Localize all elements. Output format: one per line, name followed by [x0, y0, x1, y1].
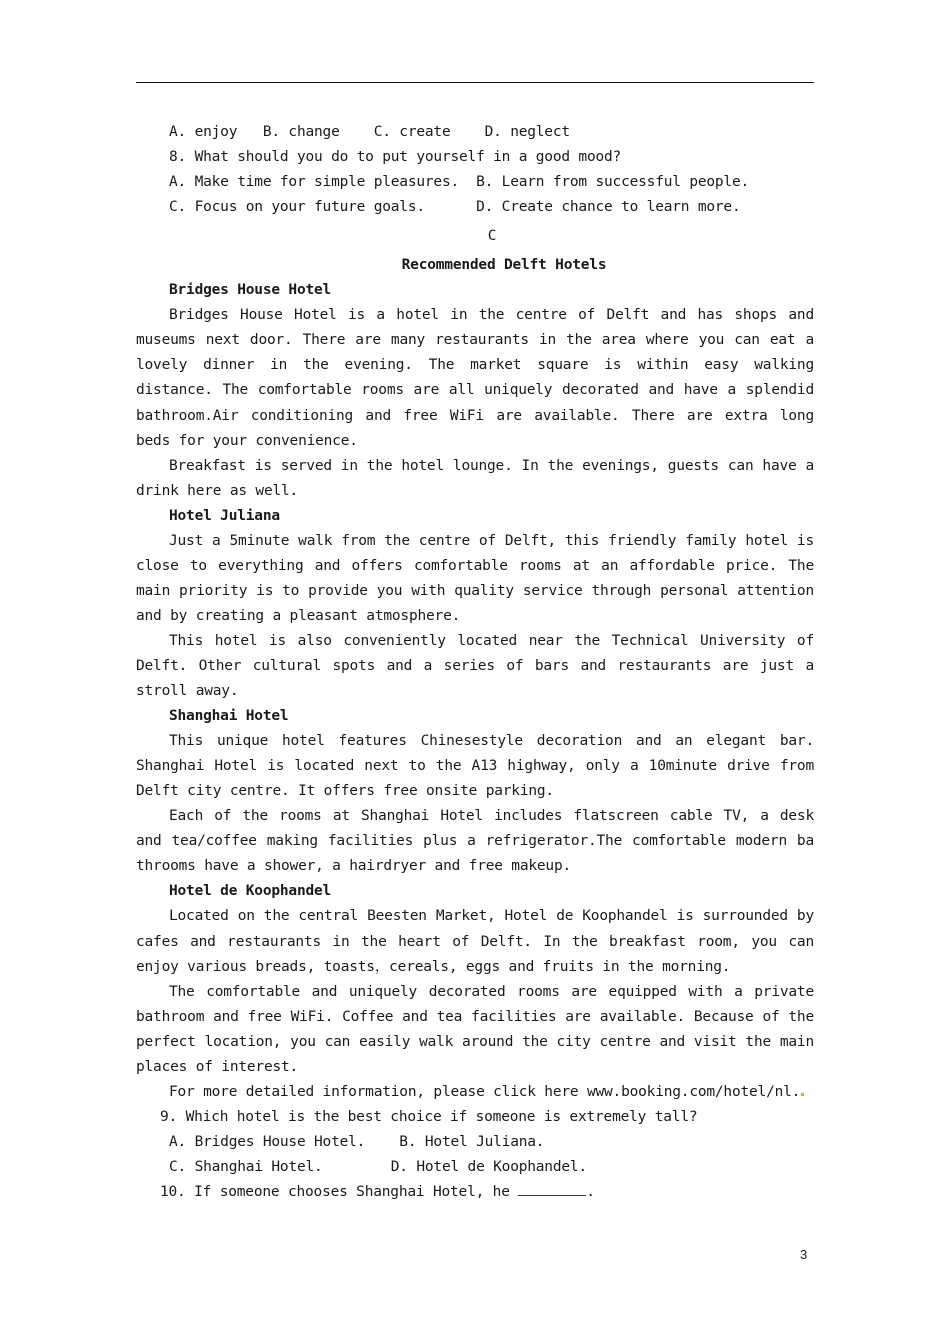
- q10-question: [136, 1180, 814, 1205]
- hotel-bridges-para-1: Bridges House Hotel is a hotel in the centre of Delft and has shops and museums next door. There are many restaurants in the area where you can eat a lovely dinner in the evening. The market square is within easy walking distance. The comfortable rooms are all uniquely decorated and have a splendid bathroom.Air conditioning and free WiFi are available. There are extra long beds for your convenience.: [136, 307, 814, 449]
- q8-question: 8. What should you do to put yourself in a good mood?: [169, 149, 622, 166]
- document-body: [136, 120, 814, 1205]
- q9-options-row2: C. Shanghai Hotel. D. Hotel de Koophandel.: [169, 1158, 587, 1175]
- answer-blank: [518, 1181, 586, 1196]
- q10-prefix: 10. If someone chooses Shanghai Hotel, he: [160, 1183, 519, 1200]
- hotel-bridges-para-2: Breakfast is served in the hotel lounge. In the evenings, guests can have a drink here as well.: [136, 457, 814, 499]
- section-letter: C: [487, 228, 497, 245]
- hotel-juliana-para-1: Just a 5minute walk from the centre of Delft, this friendly family hotel is close to everything and offers comfortable rooms at an affordable price. The main priority is to provide you with quality service through personal attention and by creating a pleasant atmosphere.: [136, 532, 814, 624]
- q8-options-row1: A. Make time for simple pleasures. B. Learn from successful people.: [169, 174, 750, 191]
- hotel-koophandel-para-2: The comfortable and uniquely decorated rooms are equipped with a private bathroom and free WiFi. Coffee and tea facilities are available. Because of the perfect location, you can easily walk around the city centre and visit the main places of interest.: [136, 983, 814, 1075]
- q7-options: A. enjoy B. change C. create D. neglect: [169, 124, 570, 140]
- q9-question: 9. Which hotel is the best choice if someone is extremely tall?: [160, 1108, 698, 1125]
- hotel-heading-bridges: Bridges House Hotel: [169, 282, 332, 299]
- hotel-koophandel-para-1: Located on the central Beesten Market, Hotel de Koophandel is surrounded by cafes and restaurants in the heart of Delft. In the breakfast room, you can enjoy various breads, toasts，cereals, eggs and fruits in the morning.: [136, 908, 814, 975]
- more-info-text: For more detailed information, please click here www.booking.com/hotel/nl.: [169, 1083, 801, 1100]
- hotel-shanghai-para-1: This unique hotel features Chinesestyle decoration and an elegant bar. Shanghai Hotel is located next to the A13 highway, only a 10minute drive from Delft city centre. It offers free onsite parking.: [136, 733, 814, 800]
- header-rule: [136, 82, 814, 83]
- edit-marker: [801, 1093, 804, 1096]
- page-number: 3: [800, 1247, 808, 1262]
- more-info-link-text: [136, 1080, 814, 1105]
- hotel-shanghai-para-2: Each of the rooms at Shanghai Hotel includes flatscreen cable TV, a desk and tea/coffee making facilities plus a refrigerator.The comfortable modern ba throoms have a shower, a hairdryer and free makeup.: [136, 808, 814, 875]
- hotel-juliana-para-2: This hotel is also conveniently located near the Technical University of Delft. Other cultural spots and a series of bars and restaurants are just a stroll away.: [136, 632, 814, 700]
- passage-title: Recommended Delft Hotels: [401, 257, 607, 274]
- hotel-heading-juliana: Hotel Juliana: [169, 507, 280, 524]
- q10-suffix: .: [586, 1183, 595, 1200]
- q8-options-row2: C. Focus on your future goals. D. Create chance to learn more.: [169, 199, 741, 216]
- hotel-heading-shanghai: Shanghai Hotel: [169, 708, 289, 725]
- hotel-heading-koophandel: Hotel de Koophandel: [169, 883, 332, 900]
- q9-options-row1: A. Bridges House Hotel. B. Hotel Juliana.: [169, 1133, 545, 1150]
